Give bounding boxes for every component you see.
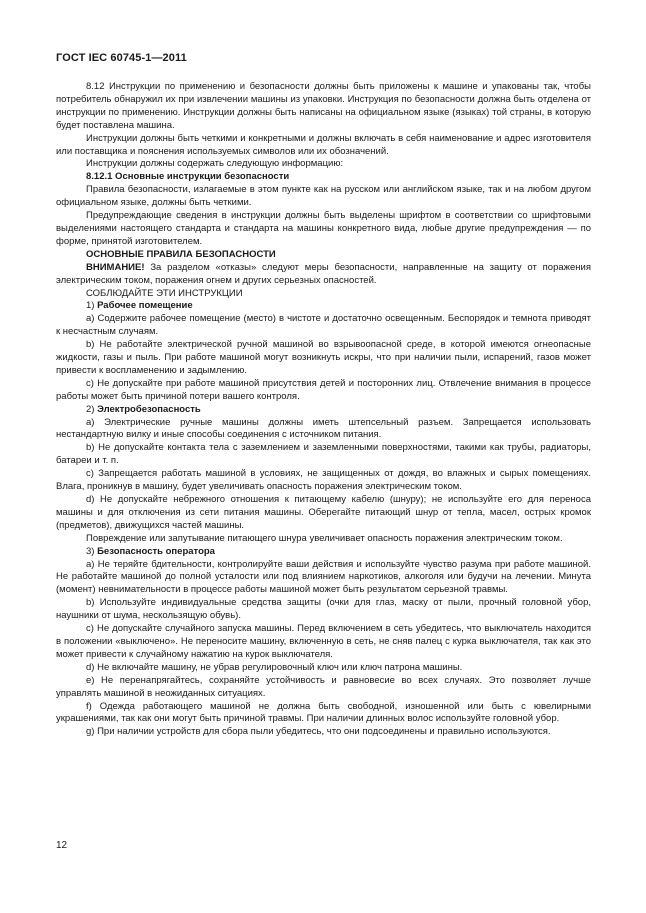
section-8-12-1-p2: Предупреждающие сведения в инструкции должны быть выделены шрифтом в соответствии со шрифтовыми выделениями настоящего стандарта и стандарта на машины конкретного вида, любые другие предупреждения — по форме, принятой изготовителем. — [56, 210, 591, 247]
follow-instructions: СОБЛЮДАЙТЕ ЭТИ ИНСТРУКЦИИ — [86, 287, 243, 299]
section-8-12-1-p1: Правила безопасности, излагаемые в этом пункте как на русском или английском языке, так и на любом другом официальном языке, должны быть четкими. — [56, 184, 591, 209]
item-1b: b) Не работайте электрической ручной машиной во взрывоопасной среде, в которой имеются огнеопасные жидкости, газы и пыль. При работе машиной могут возникнуть искры, что при наличии пыли, испарений, газов может привести к воспламенению и задымлению. — [56, 339, 591, 376]
item-3f: f) Одежда работающего машиной не должна быть свободной, изношенной или быть с ювелирными украшениями, так как они могут быть причиной травмы. При наличии длинных волос используйте головной убор. — [56, 700, 591, 725]
item-3b: b) Используйте индивидуальные средства защиты (очки для глаз, маску от пыли, прочный головной убор, наушники от шума, нескользящую обувь). — [56, 597, 591, 622]
item-3c: c) Не допускайте случайного запуска машины. Перед включением в сеть убедитесь, что выключатель находится в положении «выключено». Не переносите машину, включенную в сеть, не сняв палец с курка выключателя, так как это может привести к случайному нажатию на курок выключателя. — [56, 623, 591, 660]
item-3a: a) Не теряйте бдительности, контролируйте ваши действия и используйте чувство разума при работе машиной. Не работайте машиной до полной усталости или под влиянием наркотиков, алкоголя или будучи на лечении. Минута (момент) невнимательности в процессе работы машиной может быть результатом серьезной травмы. — [56, 558, 591, 596]
item-1c: c) Не допускайте при работе машиной присутствия детей и посторонних лиц. Отвлечение внимания в процессе работы может быть причиной потери вашего контроля. — [56, 377, 591, 402]
subsection-1-title: 1) Рабочее помещение — [86, 300, 193, 312]
paragraph-instructions-contain: Инструкции должны содержать следующую информацию: — [86, 158, 344, 170]
warning-label: ВНИМАНИЕ! — [86, 261, 145, 273]
standard-header: ГОСТ IEC 60745-1—2011 — [56, 52, 187, 64]
item-2e: Повреждение или запутывание питающего шнура увеличивает опасность поражения электрическим током. — [86, 532, 563, 544]
item-2d: d) Не допускайте небрежного отношения к питающему кабелю (шнуру); не используйте его для переноса машины и для отключения из сети питания машины. Оберегайте питающий шнур от тепла, масел, острых кромок (предметов), движущихся частей машины. — [56, 494, 591, 531]
warning-text: За разделом «отказы» следуют меры безопасности, направленные на защиту от поражения электрическим током, поражения огнем и других серьезных опасностей. — [56, 261, 591, 286]
subsection-3-title: 3) Безопасность оператора — [86, 545, 215, 557]
item-1a: a) Содержите рабочее помещение (место) в чистоте и достаточно освещенным. Беспорядок и темнота приводят к несчастным случаям. — [56, 313, 591, 338]
document-body — [56, 81, 591, 739]
item-3e: e) Не перенапрягайтесь, сохраняйте устойчивость и равновесие во всех случаях. Это позволяет лучше управлять машиной в неожиданных ситуациях. — [56, 674, 591, 699]
paragraph-8-12: 8.12 Инструкции по применению и безопасности должны быть приложены к машине и упакованы так, чтобы потребитель обнаружил их при извлечении машины из упаковки. Инструкция по безопасности должна быть отделена от инструкции по применению. Инструкции должны быть написаны на официальном языке (языках) той страны, в которую будет поставлена машина. — [56, 81, 591, 131]
rules-title: ОСНОВНЫЕ ПРАВИЛА БЕЗОПАСНОСТИ — [86, 248, 276, 260]
subsection-2-title: 2) Электробезопасность — [86, 403, 201, 415]
page-number: 12 — [56, 840, 68, 851]
warning-paragraph — [56, 262, 591, 288]
item-2b: b) Не допускайте контакта тела с заземлением и заземленными поверхностями, такими как трубы, радиаторы, батареи и т. п. — [56, 442, 591, 467]
item-3d: d) Не включайте машину, не убрав регулировочный ключ или ключ патрона машины. — [86, 661, 463, 673]
section-8-12-1-title: 8.12.1 Основные инструкции безопасности — [86, 171, 290, 183]
item-3g: g) При наличии устройств для сбора пыли убедитесь, что они подсоединены и правильно используются. — [86, 726, 551, 738]
item-2c: c) Запрещается работать машиной в условиях, не защищенных от дождя, во влажных и сырых помещениях. Влага, проникнув в машину, будет увеличивать опасность поражения электрическим током. — [56, 468, 591, 493]
item-2a: a) Электрические ручные машины должны иметь штепсельный разъем. Запрещается использовать нестандартную вилку и иные способы соединения с источником питания. — [56, 416, 591, 441]
paragraph-instructions-clear: Инструкции должны быть четкими и конкретными и должны включать в себя наименование и адрес изготовителя или поставщика и пояснения используемых символов или их обозначений. — [56, 132, 591, 157]
